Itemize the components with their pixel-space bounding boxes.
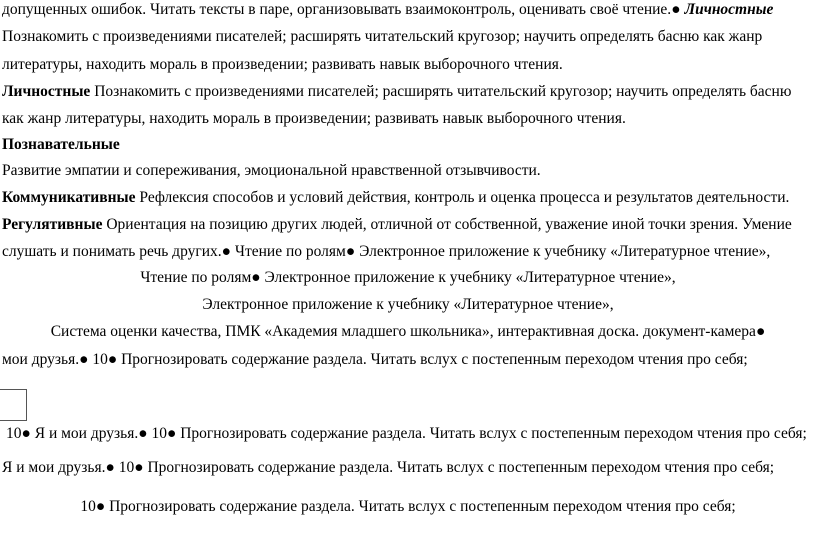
text-line-8 bbox=[2, 188, 816, 208]
text-line-13: Система оценки качества, ПМК «Академия младшего школьника», интерактивная доска. документ-камера● bbox=[50, 323, 766, 340]
line-9-text: Ориентация на позицию других людей, отличной от собственной, уважение иной точки зрения. Умение bbox=[102, 216, 792, 233]
text-line-4 bbox=[2, 82, 816, 102]
text-line-12: Электронное приложение к учебнику «Литературное чтение», bbox=[202, 296, 614, 313]
heading-communicative: Коммуникативные bbox=[2, 189, 136, 206]
text-line-7: Развитие эмпатии и сопереживания, эмоциональной нравственной отзывчивости. bbox=[2, 162, 541, 179]
line-1-text: допущенных ошибок. Читать тексты в паре, организовывать взаимоконтроль, оценивать своё чтение. bbox=[2, 1, 672, 18]
heading-regulatory: Регулятивные bbox=[2, 216, 103, 233]
text-line-17: 10● Прогнозировать содержание раздела. Читать вслух с постепенным переходом чтения про себя; bbox=[80, 498, 736, 515]
line-8-text: Рефлексия способов и условий действия, контроль и оценка процесса и результатов деятельности. bbox=[135, 189, 790, 206]
line-4-text: Познакомить с произведениями писателей; расширять читательский кругозор; научить определять басню bbox=[90, 83, 792, 100]
text-line-1 bbox=[2, 0, 816, 20]
text-line-6 bbox=[2, 135, 816, 155]
heading-cognitive: Познавательные bbox=[2, 136, 120, 153]
text-line-16: Я и мои друзья.● 10● Прогнозировать содержание раздела. Читать вслух с постепенным переходом чтения про себя; bbox=[2, 459, 775, 476]
text-line-2: Познакомить с произведениями писателей; расширять читательский кругозор; научить определять басню как жанр bbox=[2, 28, 763, 45]
text-line-9 bbox=[2, 215, 816, 235]
text-line-3: литературы, находить мораль в произведении; развивать навык выборочного чтения. bbox=[2, 56, 563, 73]
text-line-10: слушать и понимать речь других.● Чтение по ролям● Электронное приложение к учебнику «Литературное чтение», bbox=[2, 243, 771, 260]
bullet-icon: ● bbox=[671, 1, 681, 18]
text-line-15: 10● Я и мои друзья.● 10● Прогнозировать содержание раздела. Читать вслух с постепенным переходом чтения про себя; bbox=[6, 425, 807, 442]
text-line-5: как жанр литературы, находить мораль в произведении; развивать навык выборочного чтения. bbox=[2, 110, 626, 127]
heading-personal-italic: Личностные bbox=[684, 1, 774, 18]
empty-frame-box bbox=[0, 389, 27, 421]
heading-personal: Личностные bbox=[2, 83, 91, 100]
text-line-14: мои друзья.● 10● Прогнозировать содержание раздела. Читать вслух с постепенным переходом чтения про себя; bbox=[2, 351, 748, 368]
text-line-11: Чтение по ролям● Электронное приложение к учебнику «Литературное чтение», bbox=[140, 269, 676, 286]
